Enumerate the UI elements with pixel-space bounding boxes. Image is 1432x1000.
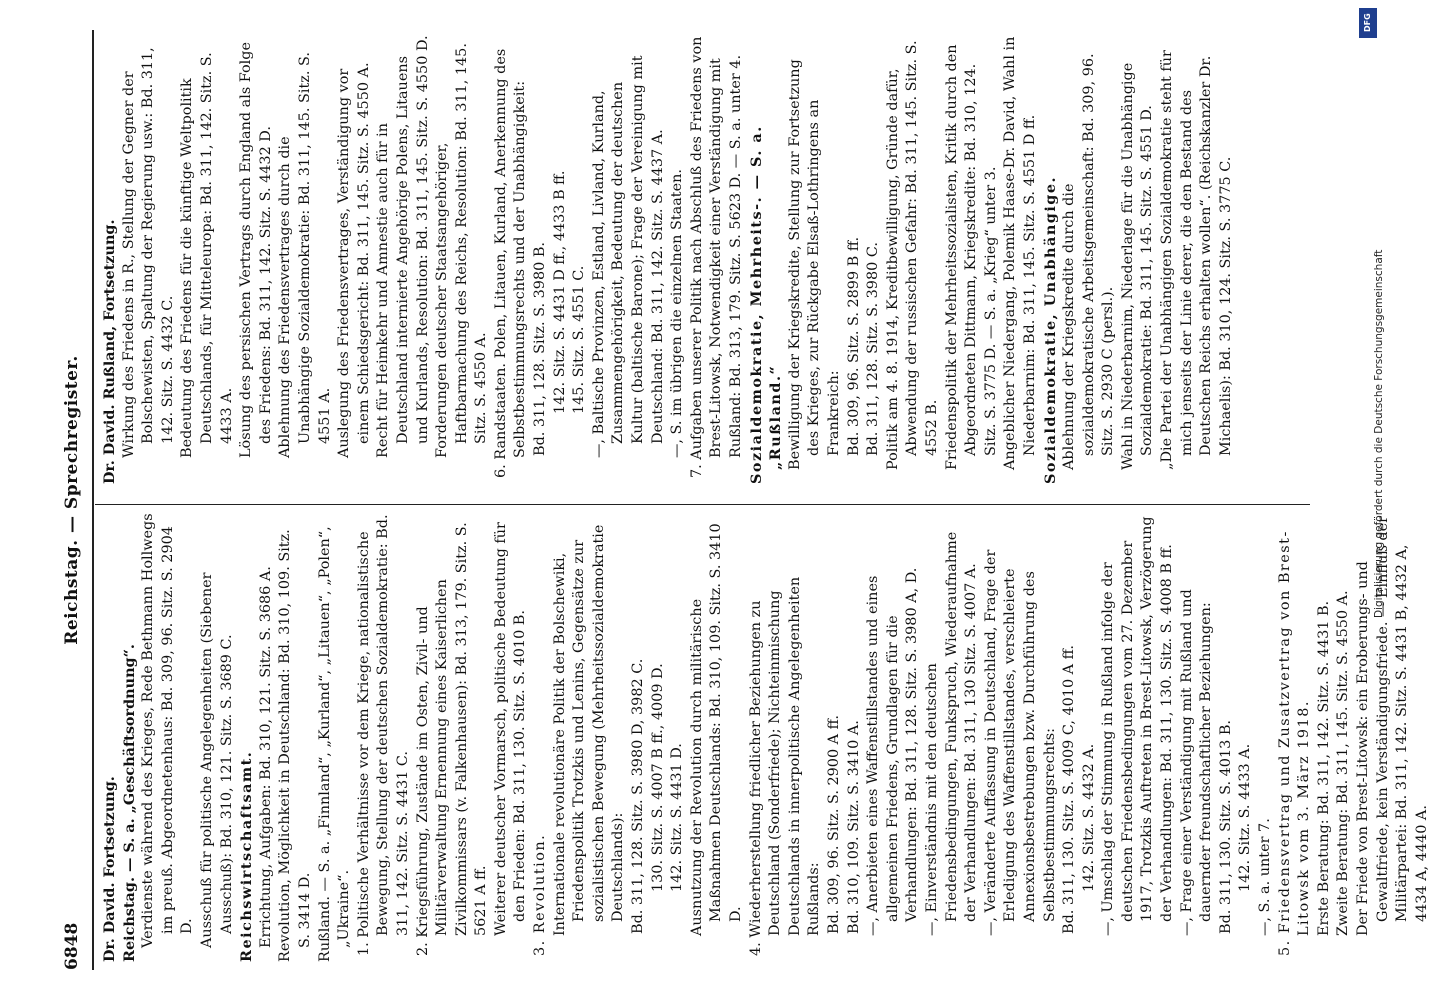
entry-line: —, Anerbieten eines Waffenstillstandes und eines allgemeinen Friedens, Grundlagen für die Verhandlungen: Bd. 311, 128. Sitz. S. 3980 A, D. <box>865 567 921 936</box>
right-column <box>100 34 1236 484</box>
page-number: 6848 <box>62 922 82 970</box>
entry-line: 142. Sitz. S. 4431 D. <box>669 743 686 892</box>
entry-line: Ablehnung der Kriegskredite durch die sozialdemokratische Arbeitsgemeinschaft: Bd. 309, 96. Sitz. S. 2930 C (persl.). <box>1061 53 1117 470</box>
entry-line: —, Frage einer Verständigung mit Rußland und dauernder freundschaftlicher Beziehungen: <box>1178 589 1215 936</box>
entry-line: Der Friede von Brest-Litowsk: ein Eroberungs- und Gewaltfriede, kein Verständigungsfriede. — Einfluß der Militärpartei: Bd. 311, 142. Sitz. S. 4431 B, 4432 A, 4434 A, 4440 A. <box>1355 515 1430 936</box>
entry-line: Auslegung des Friedensvertrages, Verständigung vor einem Schiedsgericht: Bd. 311, 145. Sitz. S. 4550 A. <box>336 62 372 458</box>
entry-line: Reichswirtschaftsamt. <box>238 750 256 962</box>
entry-line: Recht für Heimkehr und Amnestie auch für in Deutschland internierte Angehörige Polens, Litauens und Kurlands, Resolution: Bd. 311, 145. Sitz. S. 4550 D. <box>375 35 431 458</box>
header-rule <box>92 30 94 970</box>
entry-line: 1. Politische Verhältnisse vor dem Kriege, nationalistische Bewegung, Stellung der deutschen Sozialdemokratie: Bd. 311, 142. Sitz. S. 4431 C. <box>355 514 411 956</box>
digitization-credit <box>1359 8 1385 628</box>
entry-line: 6. Randstaaten. Polen, Litauen, Kurland, Anerkennung des Selbstbestimmungsrechts und der Unabhängigkeit: <box>492 48 529 478</box>
entry-line: —, Einverständnis mit den deutschen Friedensbedingungen, Funkspruch, Wiederaufnahme der Verhandlungen: Bd. 311, 130 Sitz. S. 4007 A. <box>923 531 980 936</box>
entry-line: 3. Revolution. <box>532 833 549 956</box>
entry-line: 130. Sitz. S. 4007 B ff., 4009 D. <box>649 663 666 892</box>
entry-line: 142. Sitz. S. 4431 D ff., 4433 B ff. <box>551 170 568 414</box>
entry-line: —, Baltische Provinzen, Estland, Livland, Kurland, Zusammengehörigkeit, Bedeutung der deutschen Kultur (baltische Barone); Frage der Vereinigung mit Deutschland: Bd. 311, 142. Sitz. S. 4437 A. <box>590 55 666 458</box>
entry-line: Sozialdemokratie, Mehrheits-. — S. a. „Rußland.“ <box>747 125 785 484</box>
entry-line: Bedeutung des Friedens für die künftige Weltpolitik Deutschlands, für Mitteleuropa: Bd. 311, 142. Sitz. S. 4433 A. <box>179 52 235 458</box>
entry-line: Ausschuß für politische Angelegenheiten (Siebener Ausschuß): Bd. 310, 121. Sitz. S. 3689 C. <box>198 572 235 948</box>
entry-line: Bd. 311, 130. Sitz. S. 4009 C, 4010 A ff. <box>1061 645 1078 934</box>
entry-line: —, Umschlag der Stimmung in Rußland infolge der deutschen Friedensbedingungen vom 27. Dezember 1917, Trotzkis Auftreten in Brest-Litowsk, Verzögerung der Verhandlungen: Bd. 311, 130. Sitz. S. 4008 B ff. <box>1100 516 1176 936</box>
entry-line: Ablehnung des Friedensvertrages durch die Unabhängige Sozialdemokratie: Bd. 311, 145. Sitz. S. 4551 A. <box>277 52 333 458</box>
continuation-heading: Dr. David. Fortsetzung. <box>101 776 118 962</box>
entry-line: Bd. 311, 128. Sitz. S. 3980 D, 3982 C. <box>630 658 647 934</box>
digitization-credit-text: Digitalisierung gefördert durch die Deutsche Forschungsgemeinschaft <box>1373 249 1385 618</box>
entry-line: Bd. 311, 130. Sitz. S. 4013 B. <box>1217 720 1234 934</box>
entry-line: Bd. 311, 128. Sitz. S. 3980 C. <box>865 242 882 456</box>
dfg-logo: DFG <box>1359 8 1377 38</box>
entry-line: Reichstag. — S. a. „Geschäftsordnung“. <box>120 644 138 962</box>
entry-line: Forderungen deutscher Staatsangehöriger, Haftbarmachung des Reichs, Resolution: Bd. 311, 145. Sitz. S. 4550 A. <box>434 43 490 458</box>
running-title: Reichstag. — Sprechregister. <box>62 355 82 645</box>
entry-line: Sozialdemokratie, Unabhängige. <box>1041 175 1059 484</box>
entry-line: Bd. 310, 109. Sitz. S. 3410 A. <box>845 720 862 934</box>
entry-line: 142. Sitz. S. 4433 A. <box>1237 743 1254 892</box>
entry-line: Wahl in Niederbarnim, Niederlage für die Unabhängige Sozialdemokratie: Bd. 311, 145. Sitz. S. 4551 D. <box>1119 62 1156 470</box>
entry-line: „Die Partei der Unabhängigen Sozialdemokratie steht für mich jenseits der Linie derer, die den Bestand des Deutschen Reichs erhalten wollen“. (Reichskanzler Dr. Michaelis): Bd. 310, 124. Sitz. S. 3775 C. <box>1159 50 1234 470</box>
entry-line: 142. Sitz. S. 4432 A. <box>1080 743 1097 892</box>
page-header <box>62 30 92 970</box>
entry-line: Zweite Beratung: Bd. 311, 145. Sitz. S. 4550 A. <box>1335 590 1352 936</box>
entry-line: Bd. 309, 96. Sitz. S. 2900 A ff. <box>825 715 842 934</box>
left-column <box>100 512 1432 962</box>
entry-line: Erste Beratung: Bd. 311, 142. Sitz. S. 4431 B. <box>1315 600 1332 936</box>
entry-line: Errichtung, Aufgaben: Bd. 310, 121. Sitz. S. 3686 A. <box>257 566 274 948</box>
entry-line: 145. Sitz. S. 4551 C. <box>571 265 588 414</box>
entry-line: Weiterer deutscher Vormarsch, politische Bedeutung für den Frieden: Bd. 311, 130. Sitz. S. 4010 B. <box>492 522 529 936</box>
entry-line: —, S. im übrigen die einzelnen Staaten. <box>669 169 686 458</box>
entry-line: Friedenspolitik der Mehrheitssozialisten, Kritik durch den Abgeordneten Dittmann, Kriegskredite: Bd. 310, 124. Sitz. S. 3775 D. — S. a. „Krieg“ unter 3. <box>943 44 999 470</box>
entry-line: Revolution, Möglichkeit in Deutschland: Bd. 310, 109. Sitz. S. 3414 D. <box>277 529 313 962</box>
entry-line: Bd. 311, 128. Sitz. S. 3980 B. <box>532 242 549 456</box>
entry-line: 4. Wiederherstellung friedlicher Beziehungen zu Deutschland (Sonderfriede); Nichteinmischung Deutschlands in innerpolitische Angelegenheiten Rußlands: <box>747 576 823 956</box>
entry-line: 7. Aufgaben unserer Politik nach Abschluß des Friedens von Brest-Litowsk, Notwendigkeit einer Verständigung mit Rußland: Bd. 313, 179. Sitz. S. 5623 D. — S. a. unter 4. <box>688 36 744 478</box>
entry-line: Politik am 4. 8. 1914, Kreditbewilligung, Gründe dafür, Abwendung der russischen Gefahr: Bd. 311, 145. Sitz. S. 4552 B. <box>884 40 940 470</box>
entry-line: Angeblicher Niedergang, Polemik Haase-Dr. David, Wahl in Niederbarnim: Bd. 311, 145. Sitz. S. 4551 D ff. <box>1002 36 1038 470</box>
entry-line: 5. Friedensvertrag und Zusatzvertrag von Brest-Litowsk vom 3. März 1918. <box>1276 530 1313 956</box>
entry-line: Internationale revolutionäre Politik der Bolschewiki, Friedenspolitik Trotzkis und Lenins, Gegensätze zur sozialistischen Bewegung (Mehrheitssozialdemokratie Deutschlands): <box>551 524 627 936</box>
entry-line: Bd. 309, 96. Sitz. S. 2899 B ff. <box>845 236 862 456</box>
continuation-heading: Dr. David. Rußland, Fortsetzung. <box>101 219 118 484</box>
entry-line: 2. Kriegsführung, Zustände im Osten, Zivil- und Militärverwaltung Ernennung eines Kaiserlichen Zivilkommissars (v. Falkenhausen): Bd. 313, 179. Sitz. S. 5621 A ff. <box>414 522 490 956</box>
entry-line: —, S. a. unter 7. <box>1257 818 1274 936</box>
entry-line: Verdienste während des Krieges, Rede Bethmann Hollwegs im preuß. Abgeordnetenhaus: Bd. 309, 96. Sitz. S. 2904 D. <box>140 513 196 948</box>
entry-line: Ausnutzung der Revolution durch militärische Maßnahmen Deutschlands: Bd. 310, 109. Sitz. S. 3410 D. <box>688 523 744 936</box>
column-divider <box>95 504 1310 505</box>
entry-line: Rußland. — S. a. „Finnland“, „Kurland“, „Litauen“, „Polen“, „Ukraine“. <box>316 526 353 962</box>
entry-line: Wirkung des Friedens in R., Stellung der Gegner der Bolschewisten, Spaltung der Regierung usw.: Bd. 311, 142. Sitz. S. 4432 C. <box>120 47 176 458</box>
entry-line: Bewilligung der Kriegskredite, Stellung zur Fortsetzung des Krieges, zur Rückgabe Elsaß-Lothringens an Frankreich: <box>786 59 842 470</box>
entry-line: Lösung des persischen Vertrags durch England als Folge des Friedens: Bd. 311, 142. Sitz. S. 4432 D. <box>238 42 274 458</box>
entry-line: —, Veränderte Auffassung in Deutschland, Frage der Erledigung des Waffenstillstandes, verschleierte Annexionsbestrebungen bzw. Durchführung des Selbstbestimmungsrechts: <box>982 549 1058 936</box>
